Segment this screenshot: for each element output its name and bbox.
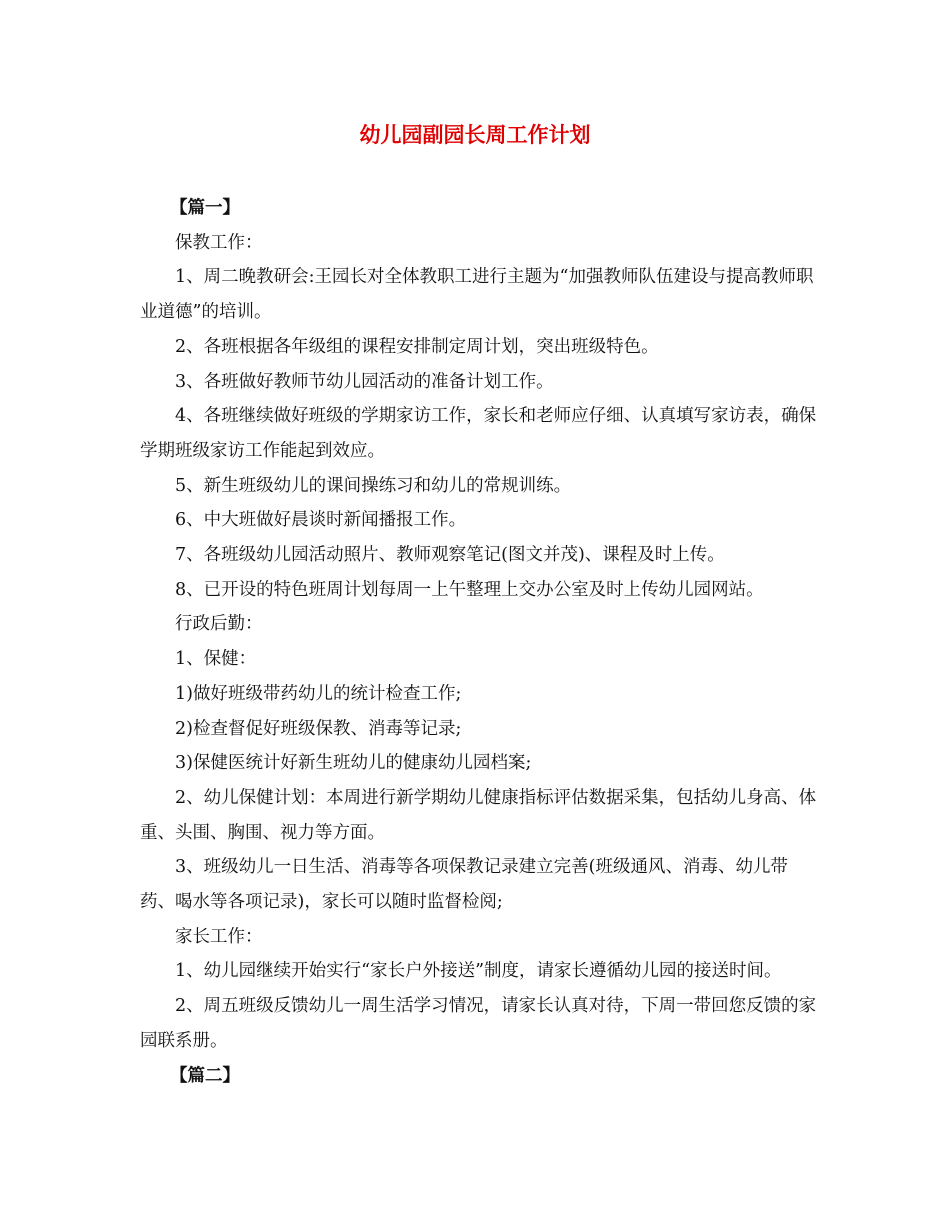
paragraph: 6、中大班做好晨谈时新闻播报工作。 (175, 510, 467, 531)
paragraph: 2、幼儿保健计划：本周进行新学期幼儿健康指标评估数据采集，包括幼儿身高、体重、头围、胸围、视力等方面。 (140, 787, 817, 843)
paragraph: 1、周二晚教研会:王园长对全体教职工进行主题为“加强教师队伍建设与提高教师职业道德”的培训。 (140, 267, 814, 323)
paragraph: 2、周五班级反馈幼儿一周生活学习情况，请家长认真对待，下周一带回您反馈的家园联系册。 (140, 996, 817, 1051)
paragraph: 行政后勤： (175, 614, 263, 635)
paragraph: 1、保健： (175, 649, 257, 670)
paragraph: 2、各班根据各年级组的课程安排制定周计划，突出班级特色。 (175, 336, 659, 357)
paragraph: 3)保健医统计好新生班幼儿的健康幼儿园档案; (175, 753, 532, 774)
paragraph: 3、班级幼儿一日生活、消毒等各项保教记录建立完善(班级通风、消毒、幼儿带药、喝水等各项记录)，家长可以随时监督检阅; (140, 857, 788, 913)
paragraph: 5、新生班级幼儿的课间操练习和幼儿的常规训练。 (175, 475, 572, 496)
section-heading: 【篇一】 (170, 198, 240, 218)
paragraph: 7、各班级幼儿园活动照片、教师观察笔记(图文并茂)、课程及时上传。 (175, 545, 725, 566)
document-body (140, 191, 820, 1093)
paragraph: 1、幼儿园继续开始实行“家长户外接送”制度，请家长遵循幼儿园的接送时间。 (175, 961, 782, 982)
paragraph: 保教工作： (175, 232, 263, 253)
paragraph: 家长工作： (175, 926, 263, 947)
paragraph: 4、各班继续做好班级的学期家访工作，家长和老师应仔细、认真填写家访表，确保学期班级家访工作能起到效应。 (140, 406, 817, 461)
paragraph: 1)做好班级带药幼儿的统计检查工作; (175, 683, 462, 704)
paragraph: 2)检查督促好班级保教、消毒等记录; (175, 718, 462, 739)
paragraph: 3、各班做好教师节幼儿园活动的准备计划工作。 (175, 371, 554, 392)
document-title: 幼儿园副园长周工作计划 (359, 123, 591, 147)
paragraph: 8、已开设的特色班周计划每周一上午整理上交办公室及时上传幼儿园网站。 (175, 579, 764, 600)
section-heading: 【篇二】 (170, 1065, 240, 1086)
